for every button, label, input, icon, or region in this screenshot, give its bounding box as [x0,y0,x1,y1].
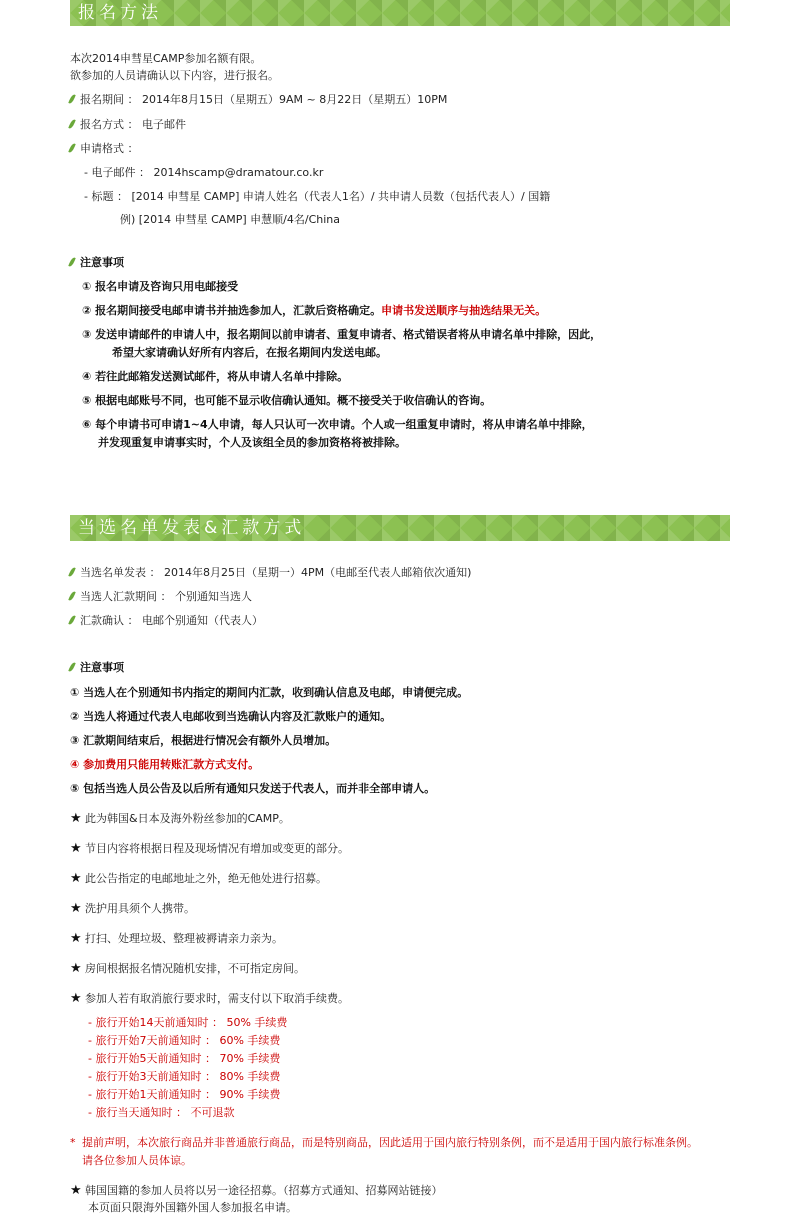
notice-heading-1 [70,256,124,270]
star-icon: ★ [70,991,82,1006]
star-note-4 [70,902,195,916]
star-note-7 [70,992,349,1006]
notice-heading-2 [70,661,124,675]
leaf-bullet-icon [68,143,75,154]
intro-line-1: 本次2014申彗星CAMP参加名额有限。 [70,52,262,65]
notice-item-6: ⑥ 每个申请书可申请1~4人申请，每人只认可一次申请。个人或一组重复申请时，将从申请名单中排除， [82,418,593,431]
star-note-text: 打扫、处理垃圾、整理被褥请亲力亲为。 [85,932,283,945]
star-note-korean [70,1184,443,1198]
notice-heading-text: 注意事项 [80,661,124,674]
cancellation-fee-2: - 旅行开始7天前通知时 ： 60% 手续费 [88,1034,281,1047]
section-title: 当选名单发表&汇款方式 [78,518,306,538]
star-icon: ★ [70,1183,82,1198]
result-announcement-text: 当选名单发表 ： 2014年8月25日（星期一）4PM（电邮至代表人邮箱依次通知) [80,566,472,579]
star-icon: ★ [70,841,82,856]
result-notice-5: ⑤ 包括当选人员公告及以后所有通知只发送于代表人，而并非全部申请人。 [70,782,436,795]
transfer-confirmation-text: 汇款确认 ： 电邮个别通知（代表人） [80,614,263,627]
star-note-text: 此公告指定的电邮地址之外，绝无他处进行招募。 [85,872,327,885]
leaf-bullet-icon [68,119,75,130]
transfer-confirmation [70,614,263,628]
star-note-6 [70,962,305,976]
notice-item-4: ④ 若往此邮箱发送测试邮件，将从申请人名单中排除。 [82,370,349,383]
cancellation-fee-4: - 旅行开始3天前通知时 ： 80% 手续费 [88,1070,281,1083]
star-note-1 [70,812,290,826]
disclaimer-line-1 [70,1136,698,1150]
section-banner-results [70,515,730,541]
notice-item-2 [82,304,546,318]
star-note-5 [70,932,283,946]
leaf-bullet-icon [68,591,75,602]
disclaimer-text: 提前声明，本次旅行商品并非普通旅行商品，而是特别商品，因此适用于国内旅行特别条例，而不是适用于国内旅行标准条例。 [82,1136,698,1149]
cancellation-fee-5: - 旅行开始1天前通知时 ： 90% 手续费 [88,1088,281,1101]
result-notice-4: ④ 参加费用只能用转账汇款方式支付。 [70,758,260,771]
result-notice-1: ① 当选人在个别通知书内指定的期间内汇款，收到确认信息及电邮，申请便完成。 [70,686,469,699]
star-note-text: 韩国国籍的参加人员将以另一途径招募。（招募方式通知、招募网站链接） [85,1184,443,1197]
section-banner-registration [70,0,730,26]
notice-heading-text: 注意事项 [80,256,124,269]
star-note-text: 洗护用具须个人携带。 [85,902,195,915]
leaf-bullet-icon [68,257,75,268]
star-note-text: 参加人若有取消旅行要求时，需支付以下取消手续费。 [85,992,349,1005]
star-note-2 [70,842,349,856]
star-note-text: 节目内容将根据日程及现场情况有增加或变更的部分。 [85,842,349,855]
star-note-text: 房间根据报名情况随机安排，不可指定房间。 [85,962,305,975]
star-note-text: 此为韩国&日本及海外粉丝参加的CAMP。 [85,812,290,825]
star-note-3 [70,872,327,886]
registration-period-text: 报名期间 ： 2014年8月15日（星期五）9AM ~ 8月22日（星期五）10PM [80,93,448,106]
notice-item-3: ③ 发送申请邮件的申请人中，报名期间以前申请者、重复申请者、格式错误者将从申请名单中排除，因此， [82,328,602,341]
transfer-period [70,590,252,604]
leaf-bullet-icon [68,94,75,105]
leaf-bullet-icon [68,662,75,673]
notice-item-2-text: ② 报名期间接受电邮申请书并抽选参加人，汇款后资格确定。 [82,304,382,317]
email-address-line: - 电子邮件 ： 2014hscamp@dramatour.co.kr [84,166,324,179]
result-notice-3: ③ 汇款期间结束后，根据进行情况会有额外人员增加。 [70,734,337,747]
star-note-korean-cont: 本页面只限海外国籍外国人参加报名申请。 [88,1201,297,1214]
star-icon: ★ [70,961,82,976]
cancellation-fee-3: - 旅行开始5天前通知时 ： 70% 手续费 [88,1052,281,1065]
notice-item-3-cont: 希望大家请确认好所有内容后，在报名期间内发送电邮。 [112,346,387,359]
registration-method [70,118,186,132]
star-icon: ★ [70,811,82,826]
cancellation-fee-1: - 旅行开始14天前通知时 ： 50% 手续费 [88,1016,288,1029]
notice-item-2-alert: 申请书发送顺序与抽选结果无关。 [381,304,547,317]
subject-example-line: 例) [2014 申彗星 CAMP] 申慧顺/4名/China [120,213,341,226]
asterisk-icon: * [70,1136,76,1149]
notice-item-6-cont: 并发现重复申请事实时，个人及该组全员的参加资格将被排除。 [98,436,406,449]
registration-method-text: 报名方式 ： 电子邮件 [80,118,186,131]
transfer-period-text: 当选人汇款期间 ： 个别通知当选人 [80,590,252,603]
application-format-label: 申请格式 ： [80,142,139,155]
notice-item-5: ⑤ 根据电邮账号不同，也可能不显示收信确认通知。概不接受关于收信确认的咨询。 [82,394,492,407]
result-notice-2: ② 当选人将通过代表人电邮收到当选确认内容及汇款账户的通知。 [70,710,392,723]
star-icon: ★ [70,871,82,886]
notice-item-1: ① 报名申请及咨询只用电邮接受 [82,280,239,293]
star-icon: ★ [70,901,82,916]
application-format [70,142,139,156]
section-title: 报名方法 [78,3,162,23]
subject-format-line: - 标题 ： [2014 申彗星 CAMP] 申请人姓名（代表人1名）/ 共申请人员数（包括代表人）/ 国籍 [84,190,551,203]
intro-line-2: 欲参加的人员请确认以下内容，进行报名。 [70,69,279,82]
cancellation-fee-6: - 旅行当天通知时 ： 不可退款 [88,1106,235,1119]
leaf-bullet-icon [68,567,75,578]
star-icon: ★ [70,931,82,946]
leaf-bullet-icon [68,615,75,626]
registration-period [70,93,447,107]
result-announcement [70,566,471,580]
disclaimer-line-2: 请各位参加人员体谅。 [82,1154,192,1167]
